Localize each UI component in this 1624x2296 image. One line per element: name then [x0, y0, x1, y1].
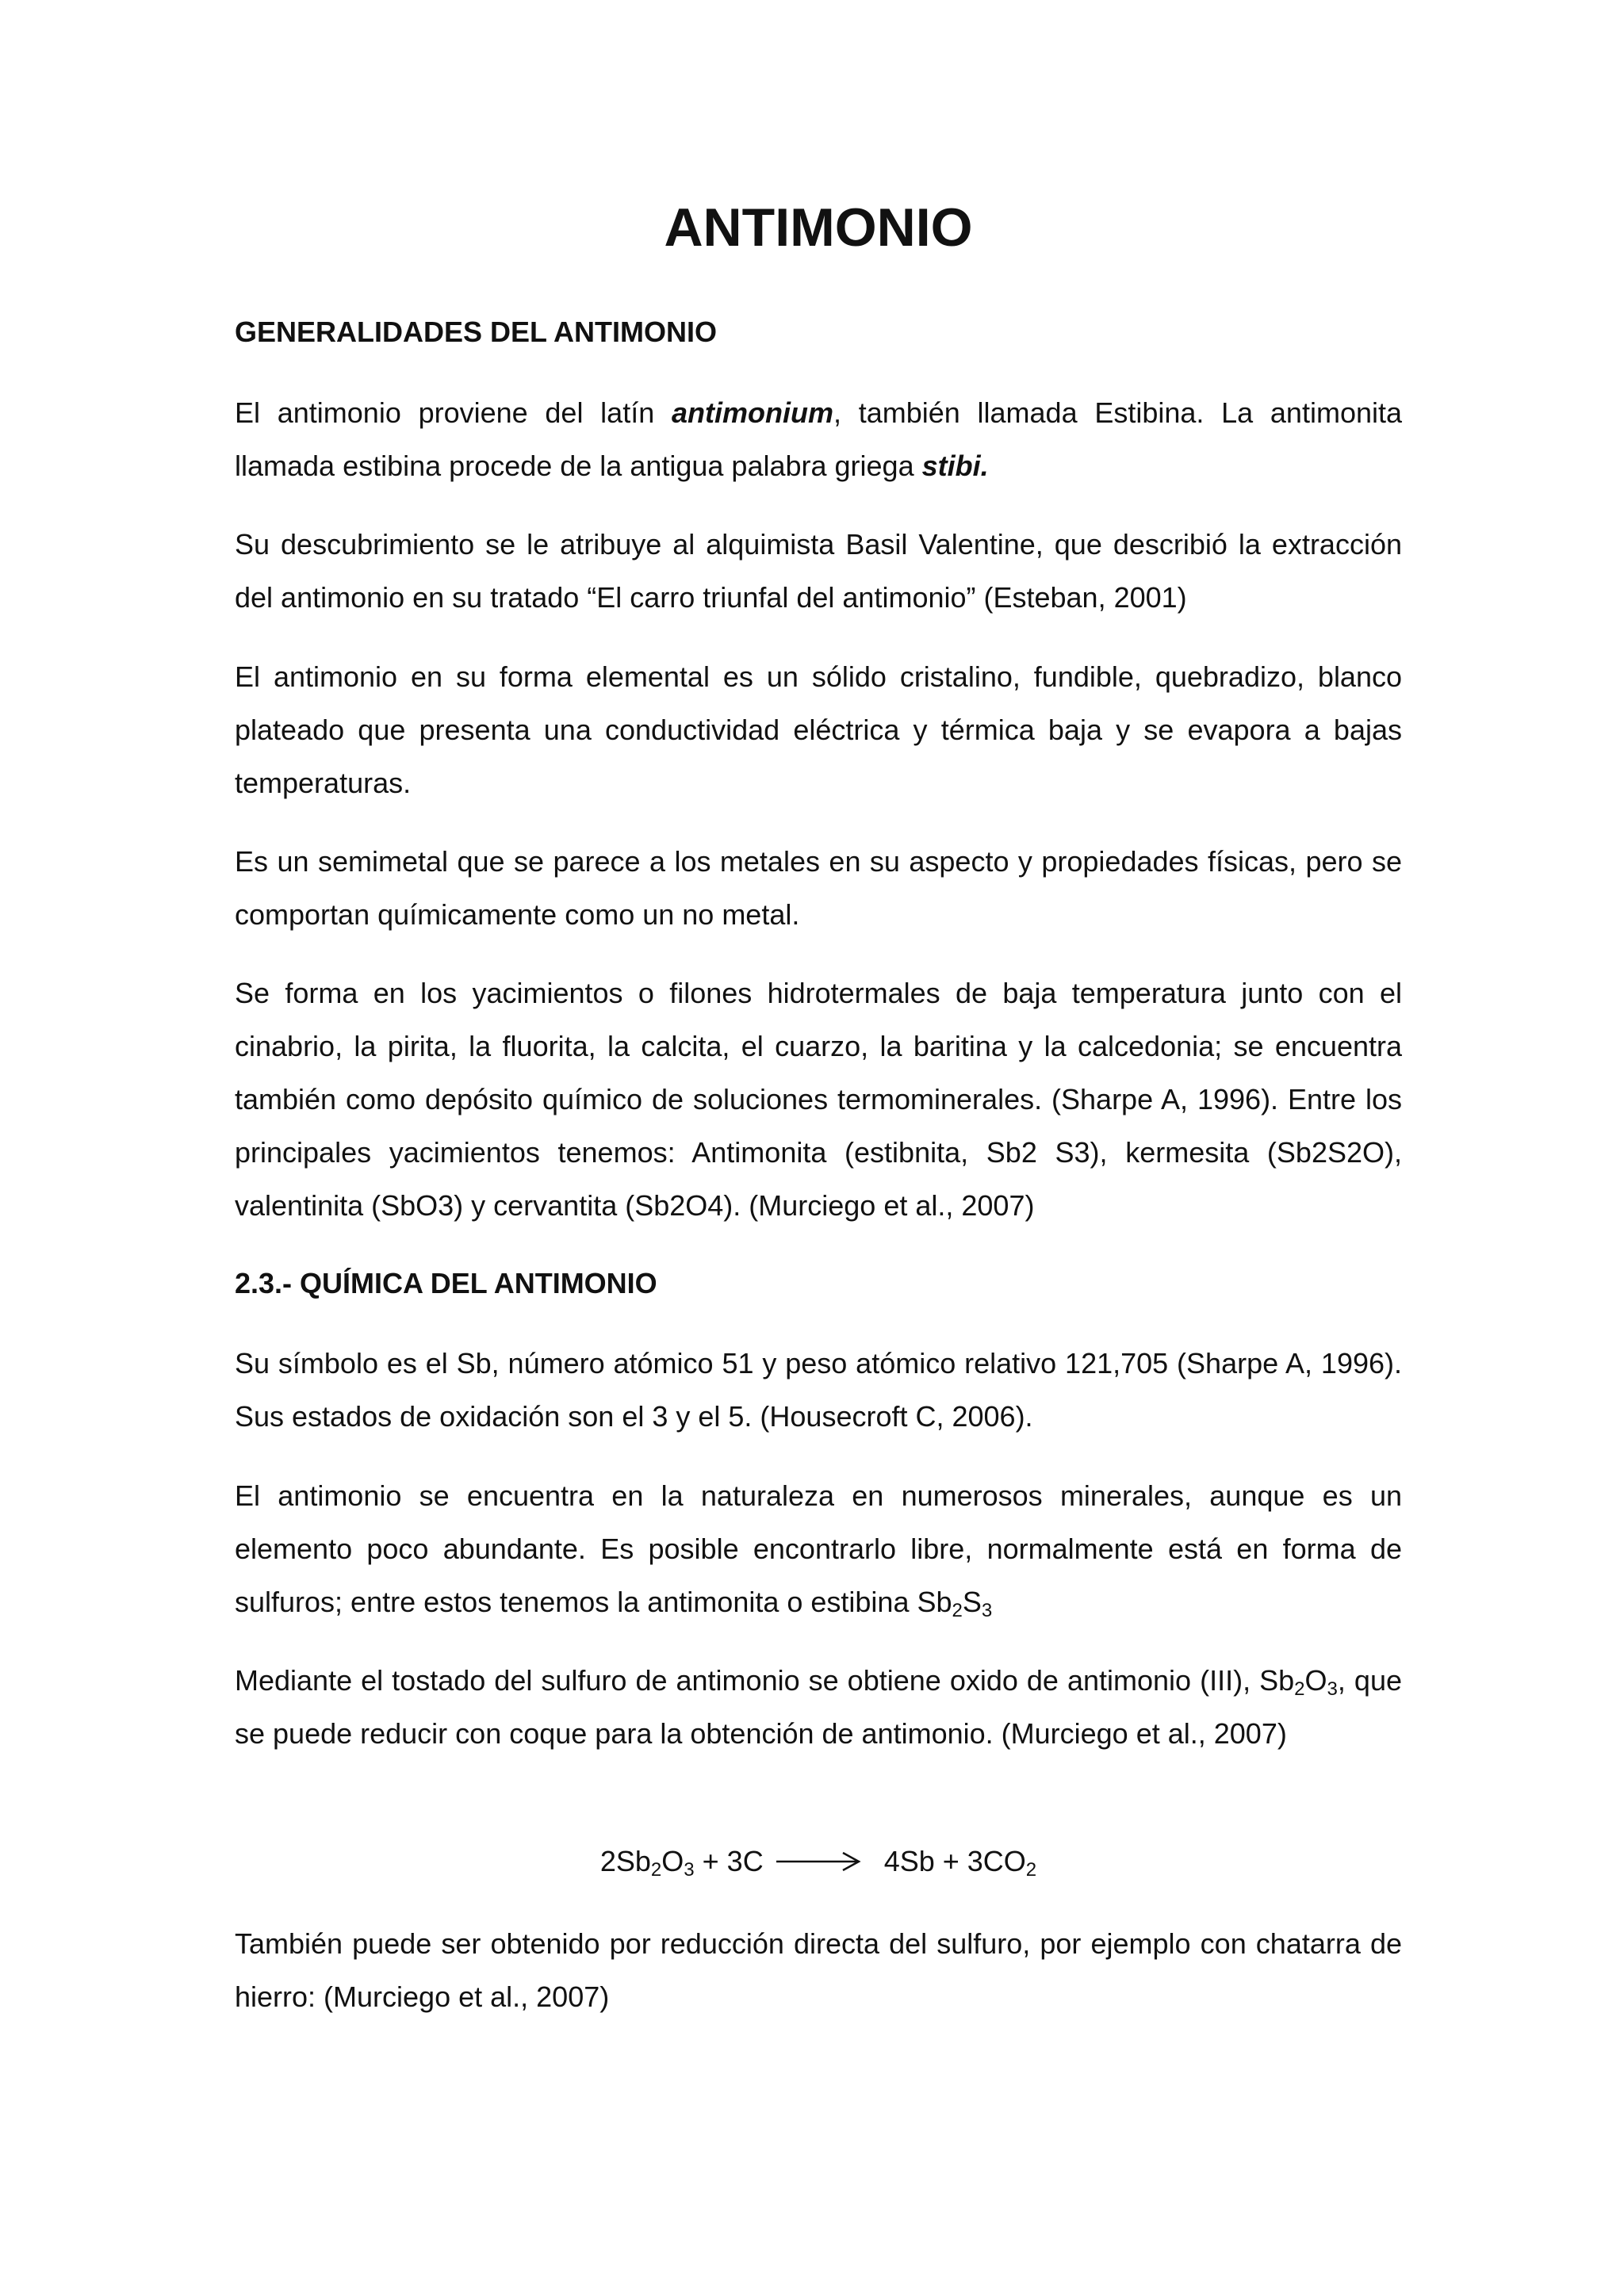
paragraph-tostado: Mediante el tostado del sulfuro de antimonio se obtiene oxido de antimonio (III), $Sb_2O_3$, que se puede reducir con coque para la obtención de antimonio. (Murciego et al., 2007): [235, 1664, 1402, 1750]
chemical-equation: [235, 1838, 1402, 1885]
page-title: ANTIMONIO: [664, 197, 973, 258]
paragraph-origen: El antimonio proviene del latín antimonium, también llamada Estibina. La antimonita llamada estibina procede de la antigua palabra griega stibi.: [235, 396, 1403, 482]
equation-products: $4Sb + 3CO_2$: [883, 1845, 1037, 1881]
paragraph-reduccion-directa: También puede ser obtenido por reducción directa del sulfuro, por ejemplo con chatarra de hierro: (Murciego et al., 2007): [235, 1927, 1402, 2013]
paragraph-semimetal: Es un semimetal que se parece a los metales en su aspecto y propiedades físicas, pero se comportan químicamente como un no metal.: [235, 845, 1402, 931]
paragraph-simbolo: Su símbolo es el Sb, número atómico 51 y peso atómico relativo 121,705 (Sharpe A, 1996). Sus estados de oxidación son el 3 y el 5. (Housecroft C, 2006).: [235, 1347, 1402, 1433]
paragraph-descubrimiento: Su descubrimiento se le atribuye al alquimista Basil Valentine, que describió la extracción del antimonio en su tratado “El carro triunfal del antimonio” (Esteban, 2001): [235, 528, 1402, 614]
paragraph-yacimientos: Se forma en los yacimientos o filones hidrotermales de baja temperatura junto con el cinabrio, la pirita, la fluorita, la calcita, el cuarzo, la baritina y la calcedonia; se encuentra también como depósito químico de soluciones termominerales. (Sharpe A, 1996). Entre los principales yacimientos tenemos: Antimonita (estibnita, Sb2 S3), kermesita (Sb2S2O), valentinita (SbO3) y cervantita (Sb2O4). (Murciego et al., 2007): [235, 977, 1402, 1222]
equation-reactants: $2Sb_2O_3 + 3C$: [599, 1845, 764, 1881]
section-heading-quimica: 2.3.- QUÍMICA DEL ANTIMONIO: [235, 1267, 657, 1299]
section-heading-generalidades: GENERALIDADES DEL ANTIMONIO: [235, 316, 718, 348]
paragraph-minerales: El antimonio se encuentra en la naturaleza en numerosos minerales, aunque es un elemento poco abundante. Es posible encontrarlo libre, normalmente está en forma de sulfuros; entre estos tenemos la antimonita o estibina $Sb_2S_3$: [235, 1479, 1402, 1621]
reaction-arrow-icon: [775, 1850, 862, 1873]
paragraph-forma-elemental: El antimonio en su forma elemental es un sólido cristalino, fundible, quebradizo, blanco plateado que presenta una conductividad eléctrica y térmica baja y se evapora a bajas temperaturas.: [235, 660, 1402, 799]
